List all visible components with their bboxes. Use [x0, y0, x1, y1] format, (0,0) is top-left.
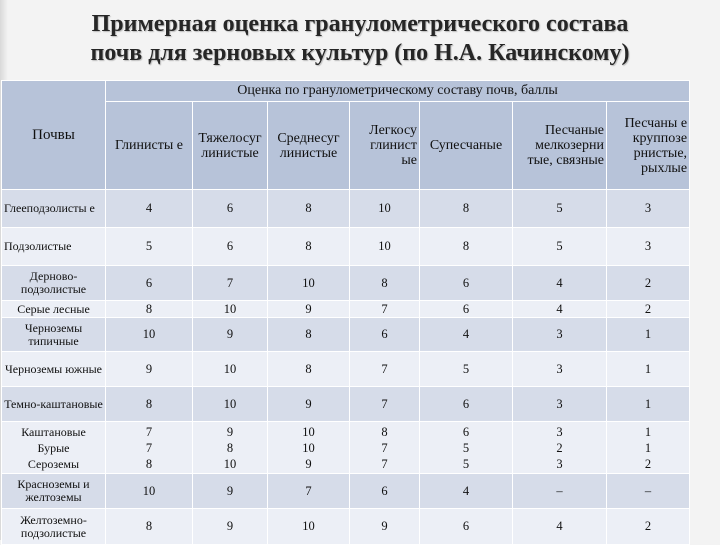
soil-name-group [2, 422, 106, 474]
score-cell: 8 [350, 266, 420, 301]
score-cell-group [193, 422, 268, 474]
score-cell-group [268, 422, 350, 474]
score-cell: 1 [644, 440, 652, 455]
score-cell: 8 [268, 228, 350, 266]
header-col-coarse-sand: Песчаны е круппозе рнистые, рыхлые [607, 102, 690, 190]
score-cell: 6 [420, 509, 513, 545]
score-cell: 10 [268, 509, 350, 545]
score-cell-group [420, 422, 513, 474]
header-score-group: Оценка по гранулометрическому составу почв, баллы [106, 81, 690, 102]
score-cell: 9 [268, 387, 350, 422]
score-cell: 10 [302, 424, 315, 439]
score-cell: 8 [106, 509, 193, 545]
soil-name: Дерново-подзолистые [2, 266, 106, 301]
score-cell: 5 [462, 440, 470, 455]
header-soils: Почвы [2, 81, 106, 190]
soil-name: Глееподзолисты е [2, 190, 106, 228]
score-cell: 4 [420, 318, 513, 352]
score-cell: 7 [193, 266, 268, 301]
score-cell: 7 [145, 440, 153, 455]
score-cell: 5 [513, 228, 607, 266]
table-row [2, 318, 690, 352]
score-cell: 7 [381, 440, 388, 455]
score-cell: 4 [513, 266, 607, 301]
score-cell: 7 [350, 352, 420, 387]
header-col-light-loam: Легкосу глинист ые [350, 102, 420, 190]
score-cell: 9 [305, 456, 312, 471]
header-col-clay: Глинисты е [106, 102, 193, 190]
score-cell-group [350, 422, 420, 474]
score-cell: 2 [607, 266, 690, 301]
score-cell: 4 [420, 474, 513, 509]
score-cell: 10 [223, 456, 237, 471]
score-cell: 10 [302, 440, 315, 455]
soil-name: Бурые [37, 440, 70, 455]
header-col-medium-loam: Среднесуг линистые [268, 102, 350, 190]
score-cell: 1 [607, 352, 690, 387]
score-cell: 8 [381, 424, 388, 439]
score-cell: 3 [556, 456, 563, 471]
soil-name: Красноземы и желтоземы [2, 474, 106, 509]
score-cell: 4 [513, 509, 607, 545]
score-cell: 6 [420, 301, 513, 318]
score-cell: 4 [106, 190, 193, 228]
score-cell: 9 [268, 301, 350, 318]
score-cell: – [513, 474, 607, 509]
header-col-sandy-loam: Супесчаные [420, 102, 513, 190]
score-cell: 6 [350, 318, 420, 352]
score-cell-group [513, 422, 607, 474]
score-cell: 9 [193, 474, 268, 509]
score-cell: 3 [607, 190, 690, 228]
score-cell: 5 [462, 456, 470, 471]
score-cell: 3 [513, 352, 607, 387]
score-cell: 10 [193, 301, 268, 318]
score-cell: 10 [193, 352, 268, 387]
soil-name: Сероземы [27, 456, 80, 471]
score-cell: 5 [106, 228, 193, 266]
score-cell: 7 [145, 424, 153, 439]
score-cell: 8 [145, 456, 153, 471]
soil-name: Темно-каштановые [2, 387, 106, 422]
score-cell: 3 [607, 228, 690, 266]
score-cell: 5 [513, 190, 607, 228]
score-cell: 9 [193, 318, 268, 352]
slide-title-line-1: Примерная оценка гранулометрического состава [91, 11, 629, 37]
table-row [2, 228, 690, 266]
score-cell: 8 [420, 190, 513, 228]
score-cell: 10 [350, 228, 420, 266]
table-row [2, 190, 690, 228]
score-cell-group [607, 422, 690, 474]
score-cell: 8 [226, 440, 234, 455]
table-row [2, 352, 690, 387]
score-cell: 8 [268, 318, 350, 352]
score-cell: 6 [420, 266, 513, 301]
score-cell: 1 [644, 424, 652, 439]
table-row [2, 509, 690, 545]
score-cell: – [607, 474, 690, 509]
score-cell: 7 [350, 387, 420, 422]
score-cell: 6 [193, 228, 268, 266]
score-cell: 4 [513, 301, 607, 318]
score-cell: 3 [513, 387, 607, 422]
score-cell: 6 [462, 424, 470, 439]
score-cell: 9 [226, 424, 234, 439]
score-cell: 2 [556, 440, 563, 455]
table-row [2, 387, 690, 422]
score-cell: 7 [268, 474, 350, 509]
score-cell: 7 [350, 301, 420, 318]
score-cell-group [106, 422, 193, 474]
score-cell: 5 [420, 352, 513, 387]
score-cell: 9 [193, 509, 268, 545]
soil-name: Черноземы типичные [2, 318, 106, 352]
soil-score-table [1, 80, 690, 545]
score-cell: 8 [106, 387, 193, 422]
soil-name: Каштановые [21, 424, 86, 439]
header-col-heavy-loam: Тяжелосуг линистые [193, 102, 268, 190]
soil-name: Подзолистые [2, 228, 106, 266]
score-cell: 3 [513, 318, 607, 352]
score-cell: 6 [106, 266, 193, 301]
soil-name: Черноземы южные [2, 352, 106, 387]
score-cell: 2 [607, 509, 690, 545]
score-cell: 2 [644, 456, 652, 471]
score-cell: 6 [193, 190, 268, 228]
table-row [2, 301, 690, 318]
slide-title [20, 10, 700, 68]
score-cell: 10 [193, 387, 268, 422]
score-cell: 3 [556, 424, 563, 439]
score-cell: 1 [607, 387, 690, 422]
soil-name: Желтоземно-подзолистые [2, 509, 106, 545]
soil-name: Серые лесные [2, 301, 106, 318]
score-cell: 8 [268, 352, 350, 387]
score-cell: 10 [350, 190, 420, 228]
score-cell: 10 [106, 318, 193, 352]
score-cell: 2 [607, 301, 690, 318]
score-cell: 8 [106, 301, 193, 318]
score-cell: 10 [106, 474, 193, 509]
score-cell: 1 [607, 318, 690, 352]
slide-title-line-2: почв для зерновых культур (по Н.А. Качинскому) [90, 40, 630, 66]
score-cell: 6 [350, 474, 420, 509]
header-col-fine-sand: Песчаные мелкозерни тые, связные [513, 102, 607, 190]
table-row [2, 474, 690, 509]
score-cell: 6 [420, 387, 513, 422]
score-cell: 10 [268, 266, 350, 301]
score-cell: 9 [350, 509, 420, 545]
table-row-group [2, 422, 690, 474]
score-cell: 7 [381, 456, 388, 471]
score-cell: 9 [106, 352, 193, 387]
score-cell: 8 [268, 190, 350, 228]
score-cell: 8 [420, 228, 513, 266]
table-row [2, 266, 690, 301]
